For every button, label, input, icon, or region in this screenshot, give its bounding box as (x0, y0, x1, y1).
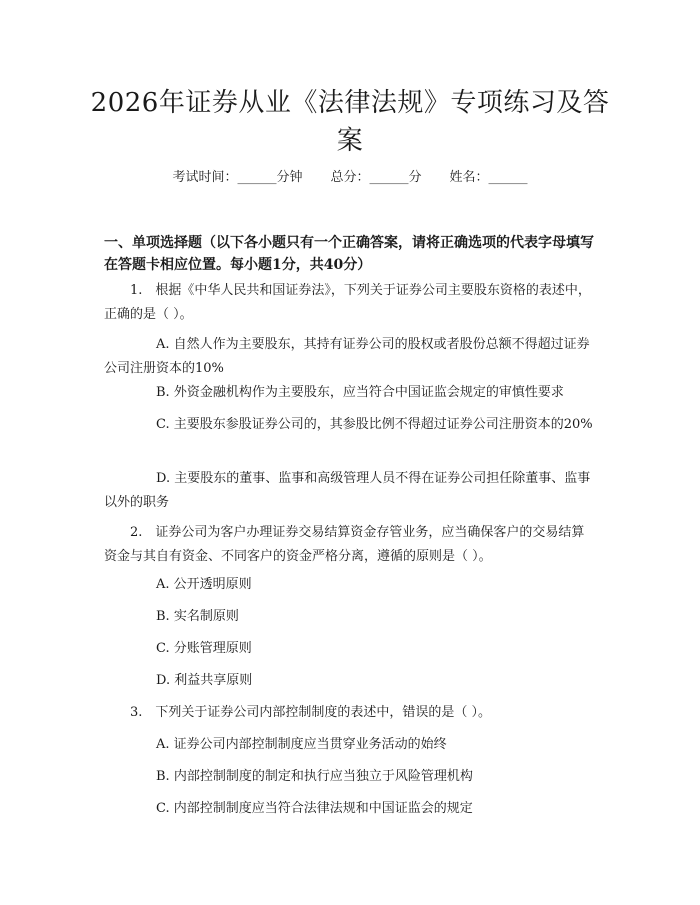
exam-time-label: 考试时间： (172, 170, 238, 185)
question-stem: 1. 根据《中华人民共和国证券法》，下列关于证券公司主要股东资格的表述中，正确的是（ ）。 (104, 283, 591, 322)
name-blank: ______ (488, 170, 528, 185)
total-score-label: 总分： (330, 170, 370, 185)
question-option: A. 证券公司内部控制制度应当贯穿业务活动的始终 (156, 737, 447, 752)
exam-time-blank: ______分钟 (237, 170, 303, 185)
question-stem: 2. 证券公司为客户办理证券交易结算资金存管业务，应当确保客户的交易结算资金与其自有资金、不同客户的资金严格分离，遵循的原则是（ ）。 (104, 525, 585, 564)
question-option: C. 分账管理原则 (156, 641, 252, 656)
question-option: C. 主要股东参股证券公司的，其参股比例不得超过证券公司注册资本的20% (156, 417, 593, 432)
document-title: 2026年证券从业《法律法规》专项练习及答案 (90, 88, 610, 156)
question-option: D. 主要股东的董事、监事和高级管理人员不得在证券公司担任除董事、监事以外的职务 (104, 471, 591, 510)
question-option: A. 公开透明原则 (156, 577, 252, 592)
question-option: D. 利益共享原则 (156, 673, 253, 688)
exam-info-line (0, 168, 700, 188)
question-stem: 3. 下列关于证券公司内部控制制度的表述中，错误的是（ ）。 (130, 705, 492, 720)
question-option: B. 外资金融机构作为主要股东，应当符合中国证监会规定的审慎性要求 (156, 385, 564, 400)
name-label: 姓名： (449, 170, 489, 185)
question-option: B. 内部控制制度的制定和执行应当独立于风险管理机构 (156, 769, 473, 784)
section-heading: 一、单项选择题（以下各小题只有一个正确答案，请将正确选项的代表字母填写在答题卡相应位置。每小题1分，共40分） (104, 235, 594, 273)
question-option: A. 自然人作为主要股东，其持有证券公司的股权或者股份总额不得超过证券公司注册资本的10% (104, 337, 590, 376)
question-option: B. 实名制原则 (156, 609, 239, 624)
question-option: C. 内部控制制度应当符合法律法规和中国证监会的规定 (156, 801, 473, 816)
total-score-blank: ______分 (369, 170, 422, 185)
